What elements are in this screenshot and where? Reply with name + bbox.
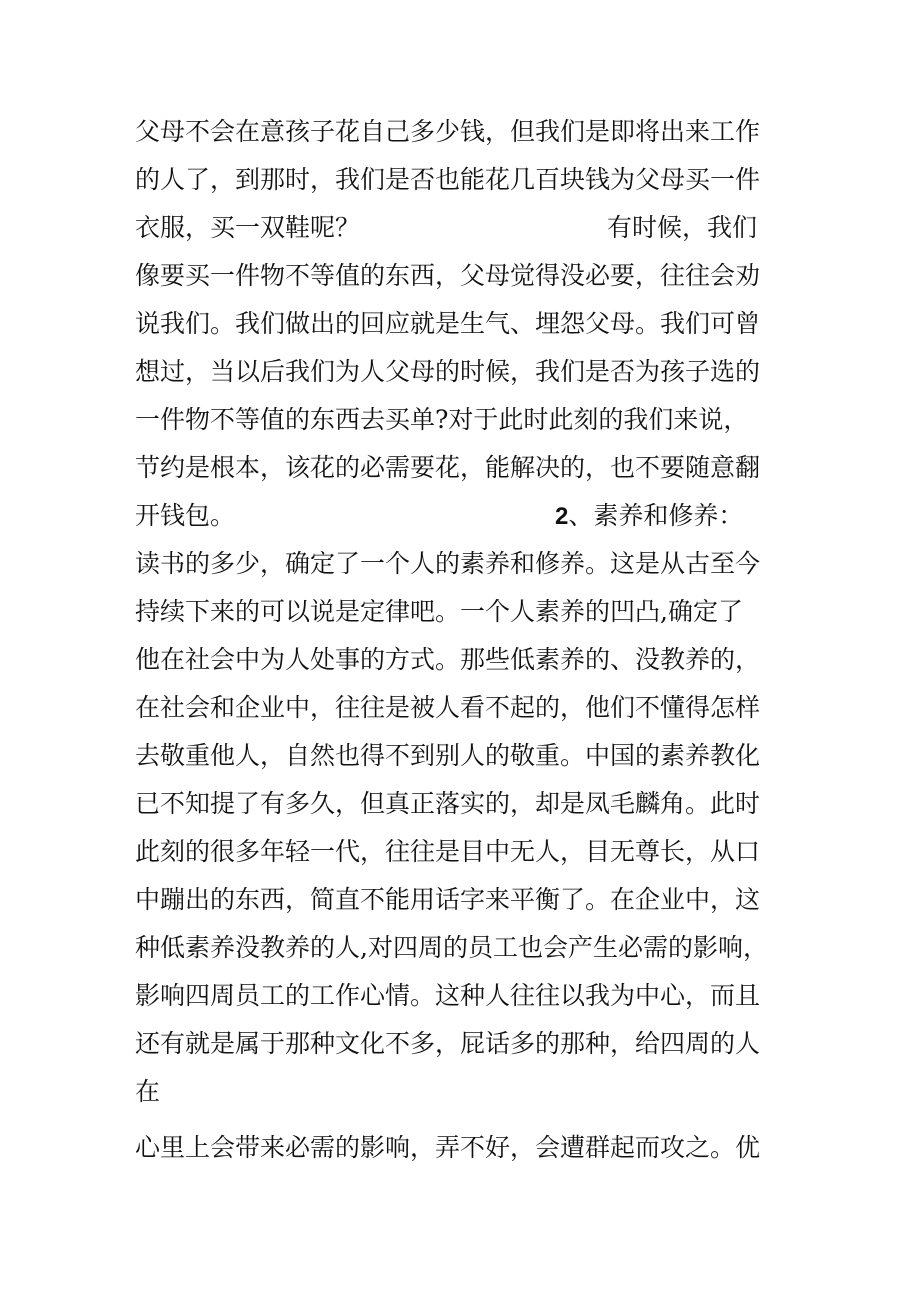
paragraph-line-9 [135, 500, 795, 532]
paragraph-line-11: 持续下来的可以说是定律吧。一个人素养的凹凸,确定了 [135, 597, 743, 626]
paragraph-line-22: 心里上会带来必需的影响，弄不好，会遭群起而攻之。优 [135, 1133, 761, 1162]
paragraph-line-16: 此刻的很多年轻一代，往往是目中无人，目无尊长，从口 [135, 837, 761, 866]
paragraph-line-18: 种低素养没教养的人,对四周的员工也会产生必需的影响， [135, 933, 768, 962]
paragraph-line-12: 他在社会中为人处事的方式。那些低素养的、没教养的， [135, 645, 761, 674]
paragraph-line-5: 说我们。我们做出的回应就是生气、埋怨父母。我们可曾 [135, 309, 761, 338]
paragraph-line-9-left: 开钱包。 [135, 501, 236, 530]
paragraph-line-4: 像要买一件物不等值的东西，父母觉得没必要，往往会劝 [135, 261, 761, 290]
paragraph-line-8: 节约是根本，该花的必需要花，能解决的，也不要随意翻 [135, 453, 761, 482]
section-number: 2 [555, 503, 569, 530]
paragraph-line-14: 去敬重他人，自然也得不到别人的敬重。中国的素养教化 [135, 741, 761, 770]
paragraph-line-3-right: 有时候，我们 [607, 213, 758, 242]
section-heading [555, 500, 743, 533]
paragraph-line-21: 在 [135, 1077, 161, 1106]
paragraph-line-2: 的人了，到那时，我们是否也能花几百块钱为父母买一件 [135, 165, 761, 194]
paragraph-line-13: 在社会和企业中，往往是被人看不起的，他们不懂得怎样 [135, 693, 761, 722]
paragraph-line-7: 一件物不等值的东西去买单?对于此时此刻的我们来说， [135, 405, 749, 434]
section-title: 、素养和修养： [568, 501, 744, 530]
paragraph-line-10: 读书的多少，确定了一个人的素养和修养。这是从古至今 [135, 549, 761, 578]
paragraph-line-6: 想过，当以后我们为人父母的时候，我们是否为孩子选的 [135, 357, 761, 386]
paragraph-line-3 [135, 212, 795, 244]
paragraph-line-17: 中蹦出的东西，简直不能用话字来平衡了。在企业中，这 [135, 885, 761, 914]
paragraph-line-19: 影响四周员工的工作心情。这种人往往以我为中心，而且 [135, 981, 761, 1010]
paragraph-line-3-left: 衣服，买一双鞋呢？ [135, 213, 361, 242]
paragraph-line-1: 父母不会在意孩子花自己多少钱，但我们是即将出来工作 [135, 117, 761, 146]
paragraph-line-20: 还有就是属于那种文化不多，屁话多的那种，给四周的人 [135, 1029, 761, 1058]
paragraph-line-15: 已不知提了有多久，但真正落实的，却是凤毛麟角。此时 [135, 789, 761, 818]
